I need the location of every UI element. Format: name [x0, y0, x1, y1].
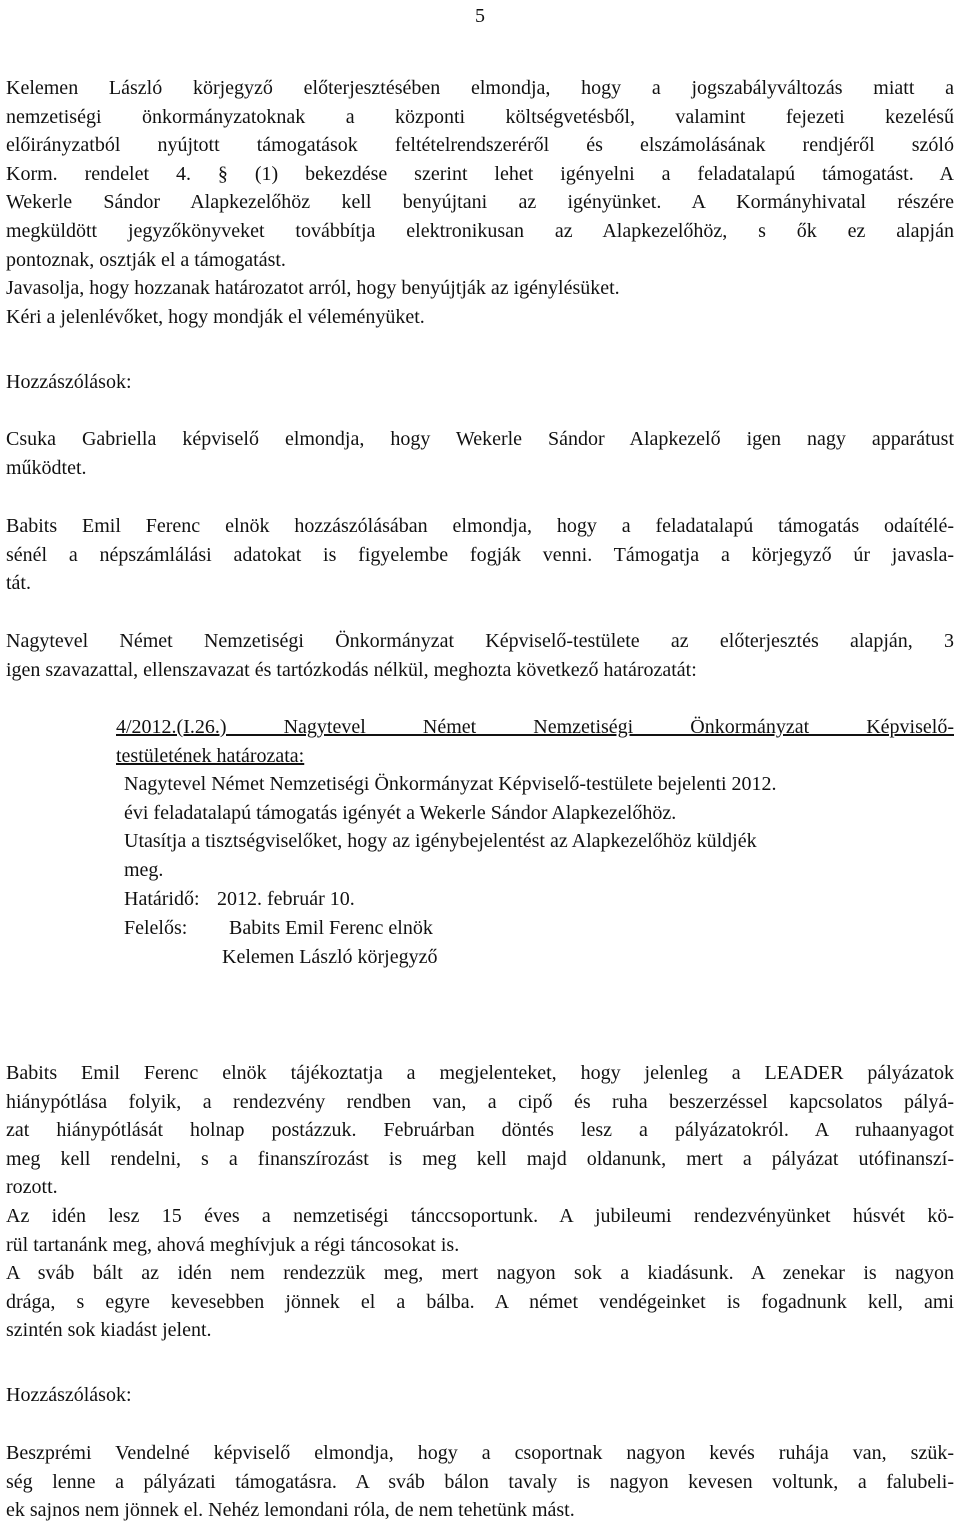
- text-line: hiánypótlása folyik, a rendezvény rendben van, a cipő és ruha beszerzéssel kapcsolatos pályá-: [6, 1090, 954, 1113]
- text-line: Babits Emil Ferenc elnök hozzászólásában elmondja, hogy a feladatalapú támogatás odaítélé-: [6, 515, 954, 537]
- text-line: drága, s egyre kevesebben jönnek el a bálba. A német vendégeinket is fogadnunk kell, ami: [6, 1290, 954, 1313]
- text-line: Korm. rendelet 4. § (1) bekezdése szerint lehet igényelni a feladatalapú támogatást. A: [6, 162, 954, 185]
- text-line: tát.: [6, 572, 31, 595]
- text-line: Nagytevel Német Nemzetiségi Önkormányzat Képviselő-testülete az előterjesztés alapján, 3: [6, 630, 954, 652]
- text-line: zat hiánypótlását holnap postázzuk. Februárban döntés lesz a pályázatokról. A ruhaanyagot: [6, 1119, 954, 1142]
- comments-heading: Hozzászólások:: [6, 1384, 132, 1406]
- text-line: Kelemen László körjegyző előterjesztésében elmondja, hogy a jogszabályváltozás miatt a: [6, 77, 954, 99]
- responsible-person: Kelemen László körjegyző: [222, 946, 438, 968]
- text-line: meg kell rendelni, s a finanszírozást is meg kell majd oldanunk, mert a pályázat utófinanszí-: [6, 1147, 954, 1170]
- text-line: rozott.: [6, 1176, 58, 1199]
- text-line: ek sajnos nem jönnek el. Nehéz lemondani róla, de nem tehetünk mást.: [6, 1499, 575, 1522]
- text-line: igen szavazattal, ellenszavazat és tartózkodás nélkül, meghozta következő határozatát:: [6, 658, 697, 681]
- text-line: Nagytevel Német Nemzetiségi Önkormányzat Képviselő-testülete bejelenti 2012.: [124, 773, 777, 795]
- leader-paragraph: [6, 1059, 954, 1345]
- resolution-title: [116, 713, 954, 770]
- text-line: Csuka Gabriella képviselő elmondja, hogy Wekerle Sándor Alapkezelő igen nagy apparátust: [6, 428, 954, 450]
- text-line: ség lenne a pályázati támogatásra. A sváb bálon tavaly is nagyon kevesen voltunk, a falubeli-: [6, 1470, 954, 1493]
- text-line: meg.: [124, 858, 164, 881]
- comment-paragraph: [6, 512, 954, 598]
- responsible-label: Felelős:: [124, 917, 188, 939]
- text-line: sénél a népszámlálási adatokat is figyelembe fogják venni. Támogatja a körjegyző úr javasla-: [6, 543, 954, 566]
- text-line: Javasolja, hogy hozzanak határozatot arról, hogy benyújtják az igénylésüket.: [6, 277, 620, 300]
- deadline-value: 2012. február 10.: [217, 888, 355, 910]
- text-line: pontoznak, osztják el a támogatást.: [6, 248, 286, 271]
- text-line: Kéri a jelenlévőket, hogy mondják el véleményüket.: [6, 305, 425, 328]
- vote-paragraph: [6, 627, 954, 684]
- text-line: Babits Emil Ferenc elnök tájékoztatja a megjelenteket, hogy jelenleg a LEADER pályázatok: [6, 1062, 954, 1084]
- deadline-label: Határidő:: [124, 888, 200, 910]
- resolution-title-line: testületének határozata:: [116, 744, 305, 767]
- comment-paragraph: [6, 1439, 954, 1525]
- text-line: Az idén lesz 15 éves a nemzetiségi tánccsoportunk. A jubileumi rendezvényünket húsvét kö-: [6, 1204, 954, 1227]
- resolution-body: [124, 770, 954, 884]
- text-line: megküldött jegyzőkönyveket továbbítja elektronikusan az Alapkezelőhöz, s ők ez alapján: [6, 219, 954, 242]
- text-line: Utasítja a tisztségviselőket, hogy az igénybejelentést az Alapkezelőhöz küldjék: [124, 830, 757, 853]
- intro-paragraph: [6, 74, 954, 331]
- page-number: 5: [475, 5, 485, 27]
- resolution-title-line: 4/2012.(I.26.) Nagytevel Német Nemzetiségi Önkormányzat Képviselő-: [116, 716, 954, 738]
- text-line: A sváb bált az idén nem rendezzük meg, mert nagyon sok a kiadásunk. A zenekar is nagyon: [6, 1262, 954, 1285]
- text-line: Wekerle Sándor Alapkezelőhöz kell benyújtani az igényünket. A Kormányhivatal részére: [6, 191, 954, 214]
- comment-paragraph: [6, 425, 954, 482]
- text-line: évi feladatalapú támogatás igényét a Wekerle Sándor Alapkezelőhöz.: [124, 801, 677, 824]
- text-line: működtet.: [6, 456, 87, 479]
- text-line: nemzetiségi önkormányzatoknak a központi költségvetésből, valamint fejezeti kezelésű: [6, 105, 954, 128]
- comments-heading: Hozzászólások:: [6, 371, 132, 393]
- text-line: előirányzatból nyújtott támogatások feltételrendszeréről és elszámolásának rendjéről szóló: [6, 134, 954, 157]
- text-line: Beszprémi Vendelné képviselő elmondja, hogy a csoportnak nagyon kevés ruhája van, szük-: [6, 1442, 954, 1464]
- text-line: szintén sok kiadást jelent.: [6, 1319, 212, 1342]
- text-line: rül tartanánk meg, ahová meghívjuk a régi táncosokat is.: [6, 1233, 460, 1256]
- responsible-person: Babits Emil Ferenc elnök: [229, 917, 433, 939]
